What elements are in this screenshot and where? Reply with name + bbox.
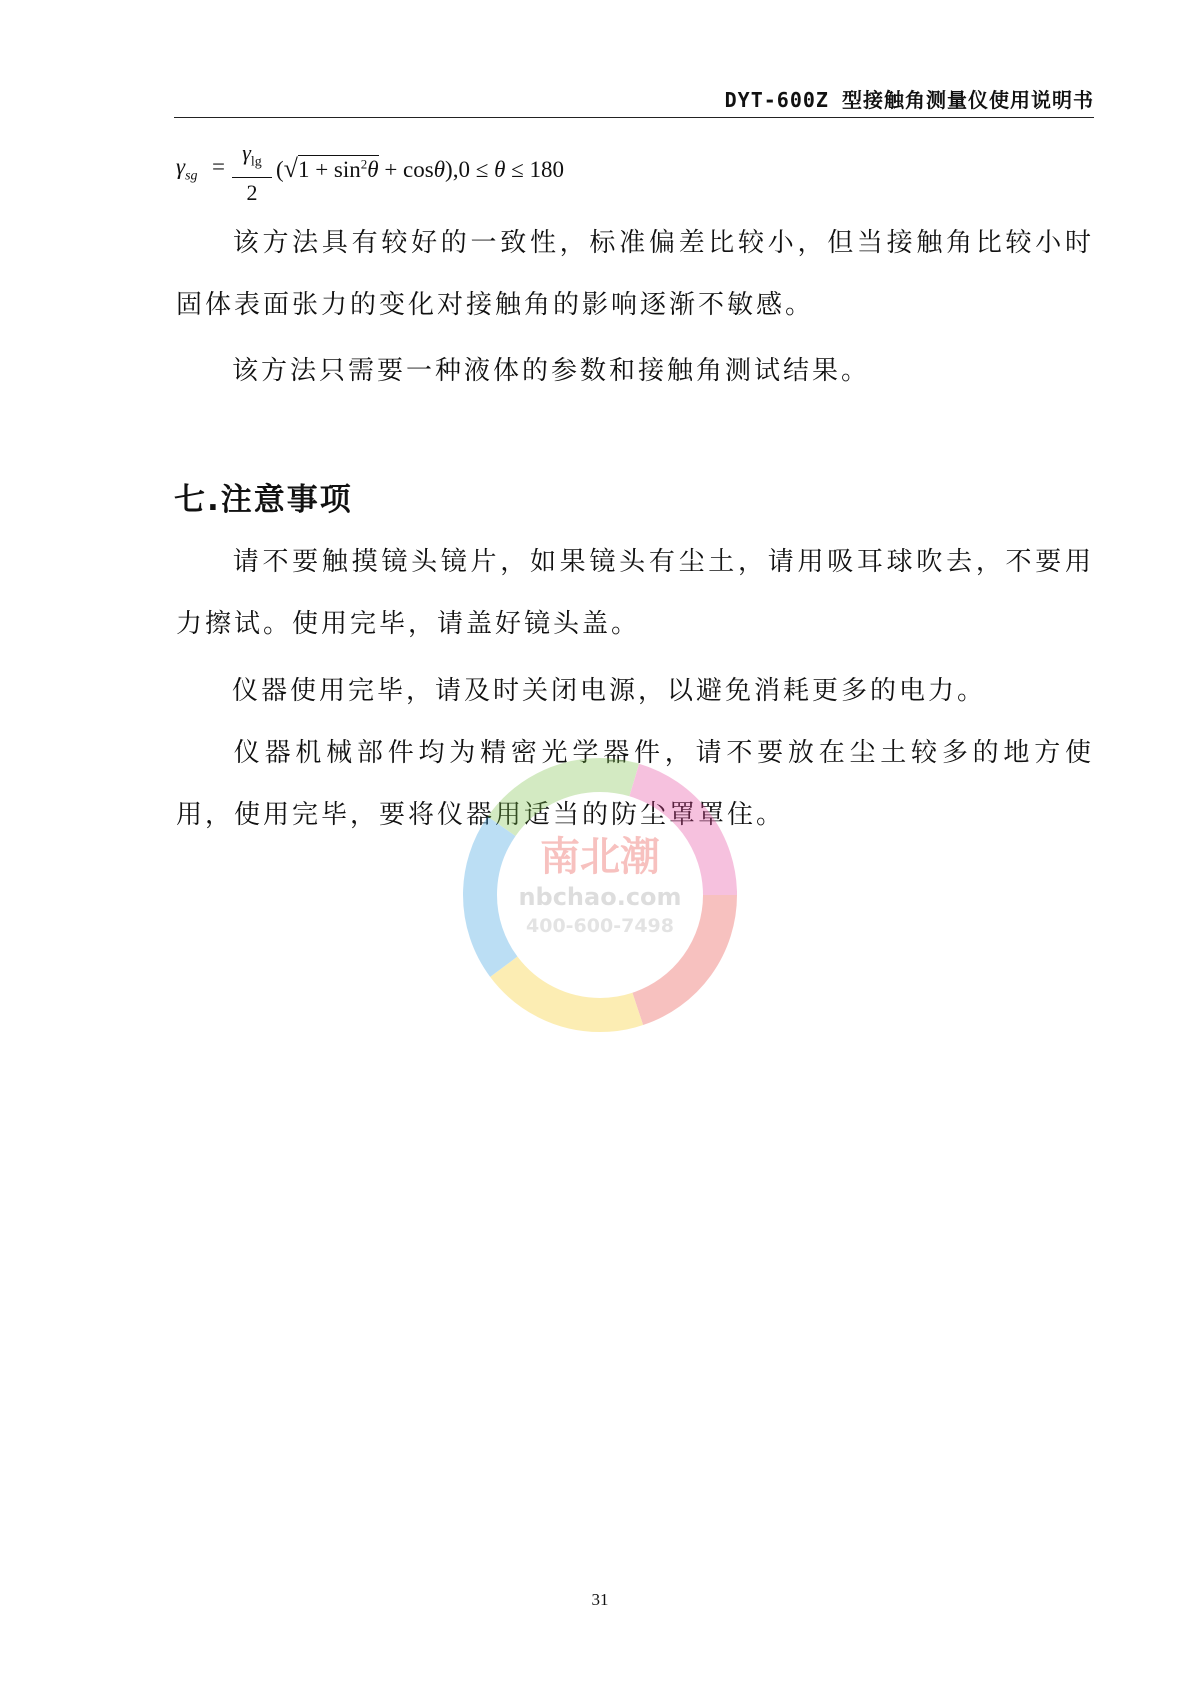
watermark-domain: nbchao.com (518, 883, 682, 911)
formula-lhs: $\gamma_{sg}$ (176, 154, 198, 184)
nbchao-watermark-logo (415, 720, 785, 1080)
formula-equals: = (212, 154, 225, 179)
document-header-title: DYT-600Z 型接触角测量仪使用说明书 (724, 88, 1094, 112)
paragraph-single-liquid: 该方法只需要一种液体的参数和接触角测试结果。 (232, 356, 871, 386)
header-rule (174, 117, 1094, 118)
formula-fraction: $\gamma_{lg}$ 2 (232, 140, 272, 206)
formula-body: $(√1 + \sin^2\theta + \cos\theta),0 \le \theta \le 180$ (276, 154, 565, 183)
paragraph-consistency: 该方法具有较好的一致性，标准偏差比较小，但当接触角比较小时固体表面张力的变化对接触角的影响逐渐不敏感。 (176, 228, 1094, 320)
section-title-precautions: 七.注意事项 (174, 482, 353, 518)
paragraph-power-off: 仪器使用完毕，请及时关闭电源，以避免消耗更多的电力。 (232, 676, 987, 706)
watermark-phone: 400-600-7498 (526, 915, 674, 937)
page-number: 31 (591, 1590, 609, 1609)
surface-tension-formula (176, 140, 876, 206)
watermark-brand-name: 南北潮 (540, 834, 660, 880)
paragraph-dust-cover: 仪器机械部件均为精密光学器件，请不要放在尘土较多的地方使用，使用完毕，要将仪器用适当的防尘罩罩住。 (176, 738, 1094, 830)
paragraph-lens-care: 请不要触摸镜头镜片，如果镜头有尘土，请用吸耳球吹去，不要用力擦试。使用完毕，请盖好镜头盖。 (176, 547, 1094, 639)
